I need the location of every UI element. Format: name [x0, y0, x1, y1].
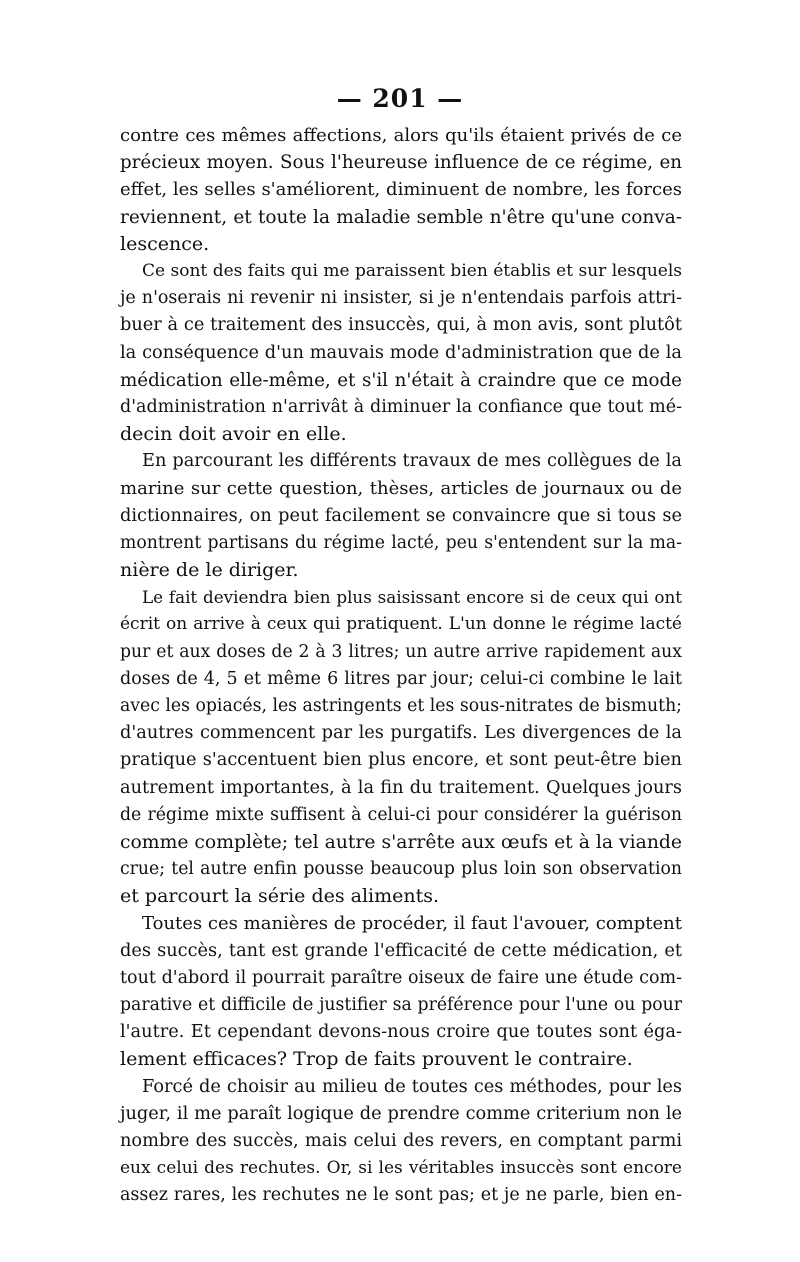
text-line: reviennent, et toute la maladie semble n'être qu'une conva-: [120, 206, 682, 228]
text-line: Forcé de choisir au milieu de toutes ces méthodes, pour les: [142, 1076, 682, 1097]
text-line: Le fait deviendra bien plus saisissant encore si de ceux qui ont: [142, 587, 682, 608]
text-line: pratique s'accentuent bien plus encore, et sont peut-être bien: [120, 750, 682, 771]
text-line: écrit on arrive à ceux qui pratiquent. L'un donne le régime lacté: [120, 614, 682, 635]
page-number: — 201 —: [336, 84, 464, 113]
text-line: comme complète; tel autre s'arrête aux œufs et à la viande: [120, 831, 682, 853]
text-line: parative et difficile de justifier sa préférence pour l'une ou pour: [120, 995, 682, 1015]
text-line: autrement importantes, à la fin du traitement. Quelques jours: [120, 777, 682, 798]
text-line: decin doit avoir en elle.: [120, 423, 347, 446]
text-line: d'autres commencent par les purgatifs. Les divergences de la: [120, 723, 682, 744]
text-line: crue; tel autre enfin pousse beaucoup plus loin son observation: [120, 859, 682, 880]
text-line: lement efficaces? Trop de faits prouvent le contraire.: [120, 1048, 633, 1071]
text-line: marine sur cette question, thèses, articles de journaux ou de: [120, 478, 682, 500]
text-line: En parcourant les différents travaux de mes collègues de la: [142, 451, 682, 472]
text-line: je n'oserais ni revenir ni insister, si je n'entendais parfois attri-: [120, 288, 682, 309]
text-line: tout d'abord il pourrait paraître oiseux de faire une étude com-: [120, 967, 682, 988]
text-line: médication elle-même, et s'il n'était à craindre que ce mode: [120, 369, 682, 391]
text-line: l'autre. Et cependant devons-nous croire que toutes sont éga-: [120, 1022, 682, 1043]
text-line: et parcourt la série des aliments.: [120, 885, 440, 908]
text-line: lescence.: [120, 232, 210, 255]
text-line: précieux moyen. Sous l'heureuse influence de ce régime, en: [120, 152, 682, 174]
text-line: dictionnaires, on peut facilement se convaincre que si tous se: [120, 505, 682, 526]
text-line: nière de le diriger.: [120, 559, 299, 581]
text-line: de régime mixte suffisent à celui-ci pour considérer la guérison: [120, 804, 682, 825]
text-line: la conséquence d'un mauvais mode d'administration que de la: [120, 342, 682, 363]
text-line: contre ces mêmes affections, alors qu'ils étaient privés de ce: [120, 125, 682, 146]
text-line: eux celui des rechutes. Or, si les véritables insuccès sont encore: [120, 1158, 682, 1179]
text-line: buer à ce traitement des insuccès, qui, à mon avis, sont plutôt: [120, 315, 682, 336]
text-line: Ce sont des faits qui me paraissent bien établis et sur lesquels: [142, 260, 682, 281]
text-line: doses de 4, 5 et même 6 litres par jour; celui-ci combine le lait: [120, 668, 682, 689]
text-line: juger, il me paraît logique de prendre comme criterium non le: [120, 1103, 682, 1124]
text-line: effet, les selles s'améliorent, diminuent de nombre, les forces: [120, 179, 682, 201]
text-line: assez rares, les rechutes ne le sont pas; et je ne parle, bien en-: [120, 1185, 682, 1206]
text-line: nombre des succès, mais celui des revers, en comptant parmi: [120, 1130, 682, 1151]
text-line: avec les opiacés, les astringents et les sous-nitrates de bismuth;: [120, 695, 682, 716]
body-text: [120, 122, 682, 1210]
text-line: Toutes ces manières de procéder, il faut l'avouer, comptent: [142, 913, 682, 935]
text-line: des succès, tant est grande l'efficacité de cette médication, et: [120, 940, 682, 961]
text-line: d'administration n'arrivât à diminuer la confiance que tout mé-: [120, 396, 682, 417]
text-line: pur et aux doses de 2 à 3 litres; un autre arrive rapidement aux: [120, 641, 682, 662]
text-line: montrent partisans du régime lacté, peu s'entendent sur la ma-: [120, 532, 682, 553]
